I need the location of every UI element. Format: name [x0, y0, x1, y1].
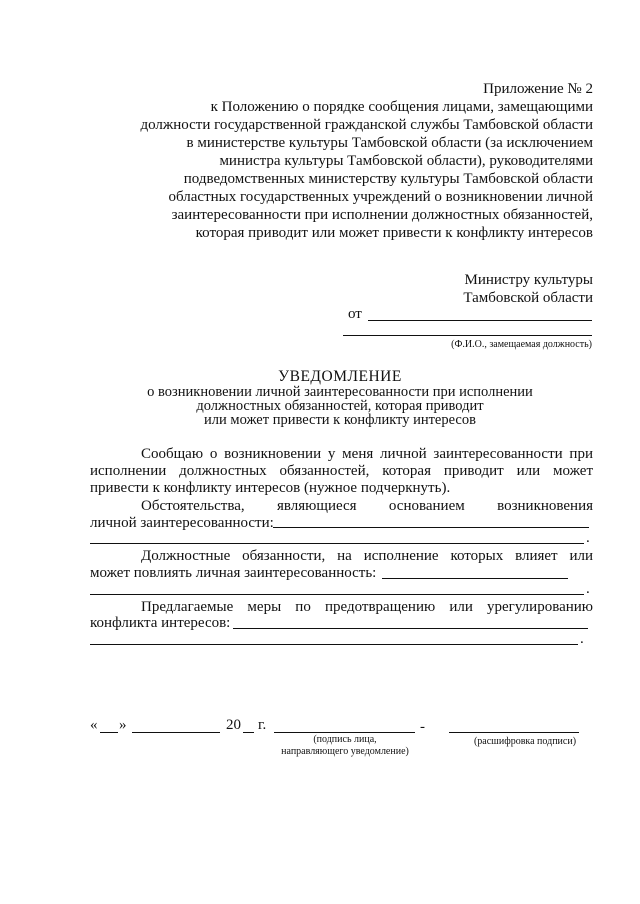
- from-blank-line[interactable]: [368, 320, 592, 321]
- notice-subtitle-1: о возникновении личной заинтересованности при исполнении: [147, 384, 533, 400]
- circumstances-blank-2[interactable]: [90, 543, 584, 544]
- header-line: областных государственных учреждений о возникновении личной: [168, 189, 593, 205]
- circumstances-end-dot: .: [586, 530, 590, 546]
- p2-line-2: личной заинтересованности:: [90, 515, 274, 531]
- header-line: которая приводит или может привести к конфликту интересов: [195, 225, 593, 241]
- p4-line-1: Предлагаемые меры по предотвращению или урегулированию: [141, 599, 593, 615]
- year-suffix: г.: [258, 717, 267, 733]
- signature-caption-line-1: (подпись лица,: [313, 734, 377, 745]
- measures-blank-1[interactable]: [233, 628, 588, 629]
- notice-subtitle-2: должностных обязанностей, которая приводит: [196, 398, 484, 414]
- header-line: к Положению о порядке сообщения лицами, замещающими: [210, 99, 593, 115]
- date-quote-open: «: [90, 717, 98, 733]
- measures-end-dot: .: [580, 631, 584, 647]
- p1-line-3: привести к конфликту интересов (нужное подчеркнуть).: [90, 480, 451, 496]
- notice-title: [0, 368, 640, 427]
- p1-line-2: исполнении должностных обязанностей, которая приводит или может: [90, 463, 593, 479]
- header-line: должности государственной гражданской службы Тамбовской области: [140, 117, 593, 133]
- header-line: заинтересованности при исполнении должностных обязанностей,: [171, 207, 593, 223]
- duties-end-dot: .: [586, 581, 590, 597]
- signature-blank-line[interactable]: [274, 732, 415, 733]
- fio-blank-line[interactable]: [343, 335, 592, 336]
- month-blank-line[interactable]: [132, 732, 220, 733]
- header-text: [33, 98, 593, 242]
- p3-line-1: Должностные обязанности, на исполнение которых влияет или: [141, 548, 593, 564]
- p3-line-2: может повлиять личная заинтересованность:: [90, 565, 377, 581]
- appendix-number: Приложение № 2: [483, 81, 593, 97]
- signature-caption: [262, 734, 428, 758]
- p2-line-1: Обстоятельства, являющиеся основанием возникновения: [141, 498, 593, 514]
- date-quote-close: »: [119, 717, 127, 733]
- signature-caption-line-2: направляющего уведомление): [281, 746, 409, 757]
- notice-heading: УВЕДОМЛЕНИЕ: [278, 368, 402, 385]
- addressee-line-2: Тамбовской области: [463, 290, 593, 306]
- p4-line-2: конфликта интересов:: [90, 615, 231, 631]
- from-label: от: [348, 306, 362, 322]
- signature-dash: -: [420, 719, 425, 735]
- day-blank-line[interactable]: [100, 732, 118, 733]
- signature-decode-blank-line[interactable]: [449, 732, 579, 733]
- duties-blank-1[interactable]: [382, 578, 568, 579]
- addressee-line-1: Министру культуры: [464, 272, 593, 288]
- year-blank-line[interactable]: [243, 732, 254, 733]
- header-line: министра культуры Тамбовской области), руководителями: [219, 153, 593, 169]
- notice-subtitle-3: или может привести к конфликту интересов: [204, 412, 476, 428]
- fio-caption: (Ф.И.О., замещаемая должность): [451, 339, 592, 350]
- year-prefix: 20: [226, 717, 241, 733]
- p1-line-1: Сообщаю о возникновении у меня личной заинтересованности при: [141, 446, 593, 462]
- header-line: подведомственных министерству культуры Тамбовской области: [183, 171, 593, 187]
- circumstances-blank-1[interactable]: [273, 527, 589, 528]
- header-line: в министерстве культуры Тамбовской области (за исключением: [186, 135, 593, 151]
- duties-blank-2[interactable]: [90, 594, 584, 595]
- measures-blank-2[interactable]: [90, 644, 578, 645]
- decode-caption: (расшифровка подписи): [473, 736, 577, 747]
